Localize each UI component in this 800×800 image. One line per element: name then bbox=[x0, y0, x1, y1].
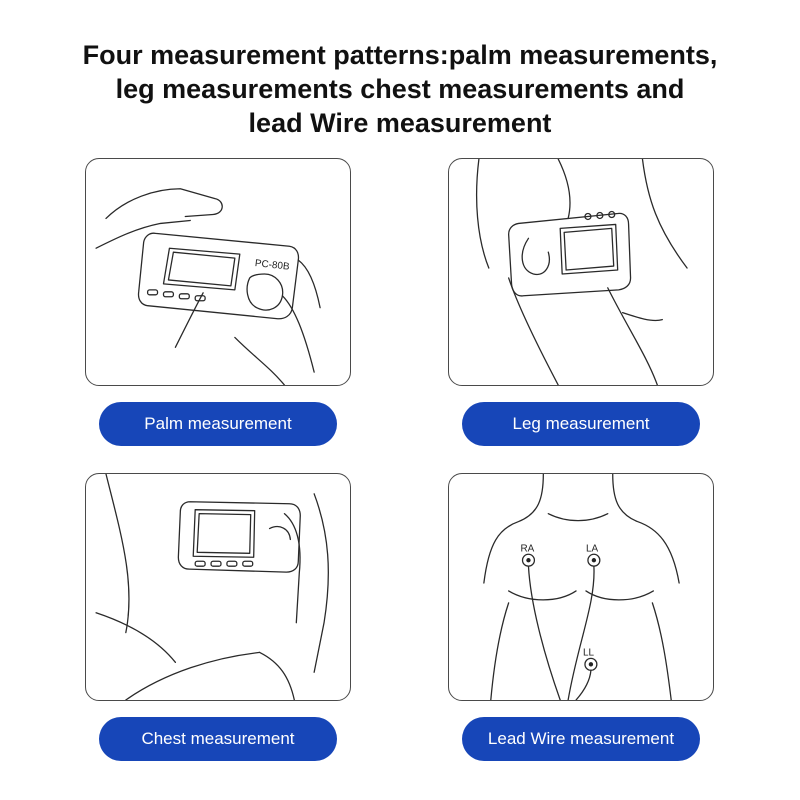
leg-measurement-button[interactable]: Leg measurement bbox=[462, 402, 700, 446]
palm-measurement-button[interactable]: Palm measurement bbox=[99, 402, 337, 446]
ecg-device bbox=[139, 233, 299, 319]
electrode-ra-label: RA bbox=[520, 543, 535, 555]
electrode-la bbox=[586, 543, 600, 566]
lead-wire-measurement-illustration bbox=[448, 473, 714, 701]
leg-illustration-svg bbox=[449, 159, 713, 385]
lead-wire-measurement-button[interactable]: Lead Wire measurement bbox=[462, 717, 700, 761]
leg-measurement-illustration bbox=[448, 158, 714, 386]
electrode-ll bbox=[583, 647, 597, 670]
ecg-device bbox=[509, 212, 631, 296]
electrode-la-label: LA bbox=[585, 543, 599, 555]
page-title bbox=[0, 38, 800, 140]
title-line-3: lead Wire measurement bbox=[248, 108, 552, 138]
palm-illustration-svg bbox=[86, 159, 350, 385]
palm-measurement-illustration bbox=[85, 158, 351, 386]
electrode-ll-label: LL bbox=[582, 647, 595, 659]
device-model-label: PC-80B bbox=[254, 258, 291, 273]
lead-wire-illustration-svg bbox=[449, 474, 713, 700]
title-line-2: leg measurements chest measurements and bbox=[115, 74, 685, 104]
chest-measurement-illustration bbox=[85, 473, 351, 701]
chest-measurement-button[interactable]: Chest measurement bbox=[99, 717, 337, 761]
chest-illustration-svg bbox=[86, 474, 350, 700]
electrode-ra bbox=[521, 543, 535, 566]
ecg-device bbox=[178, 502, 300, 572]
title-line-1: Four measurement patterns:palm measurements, bbox=[82, 40, 718, 70]
